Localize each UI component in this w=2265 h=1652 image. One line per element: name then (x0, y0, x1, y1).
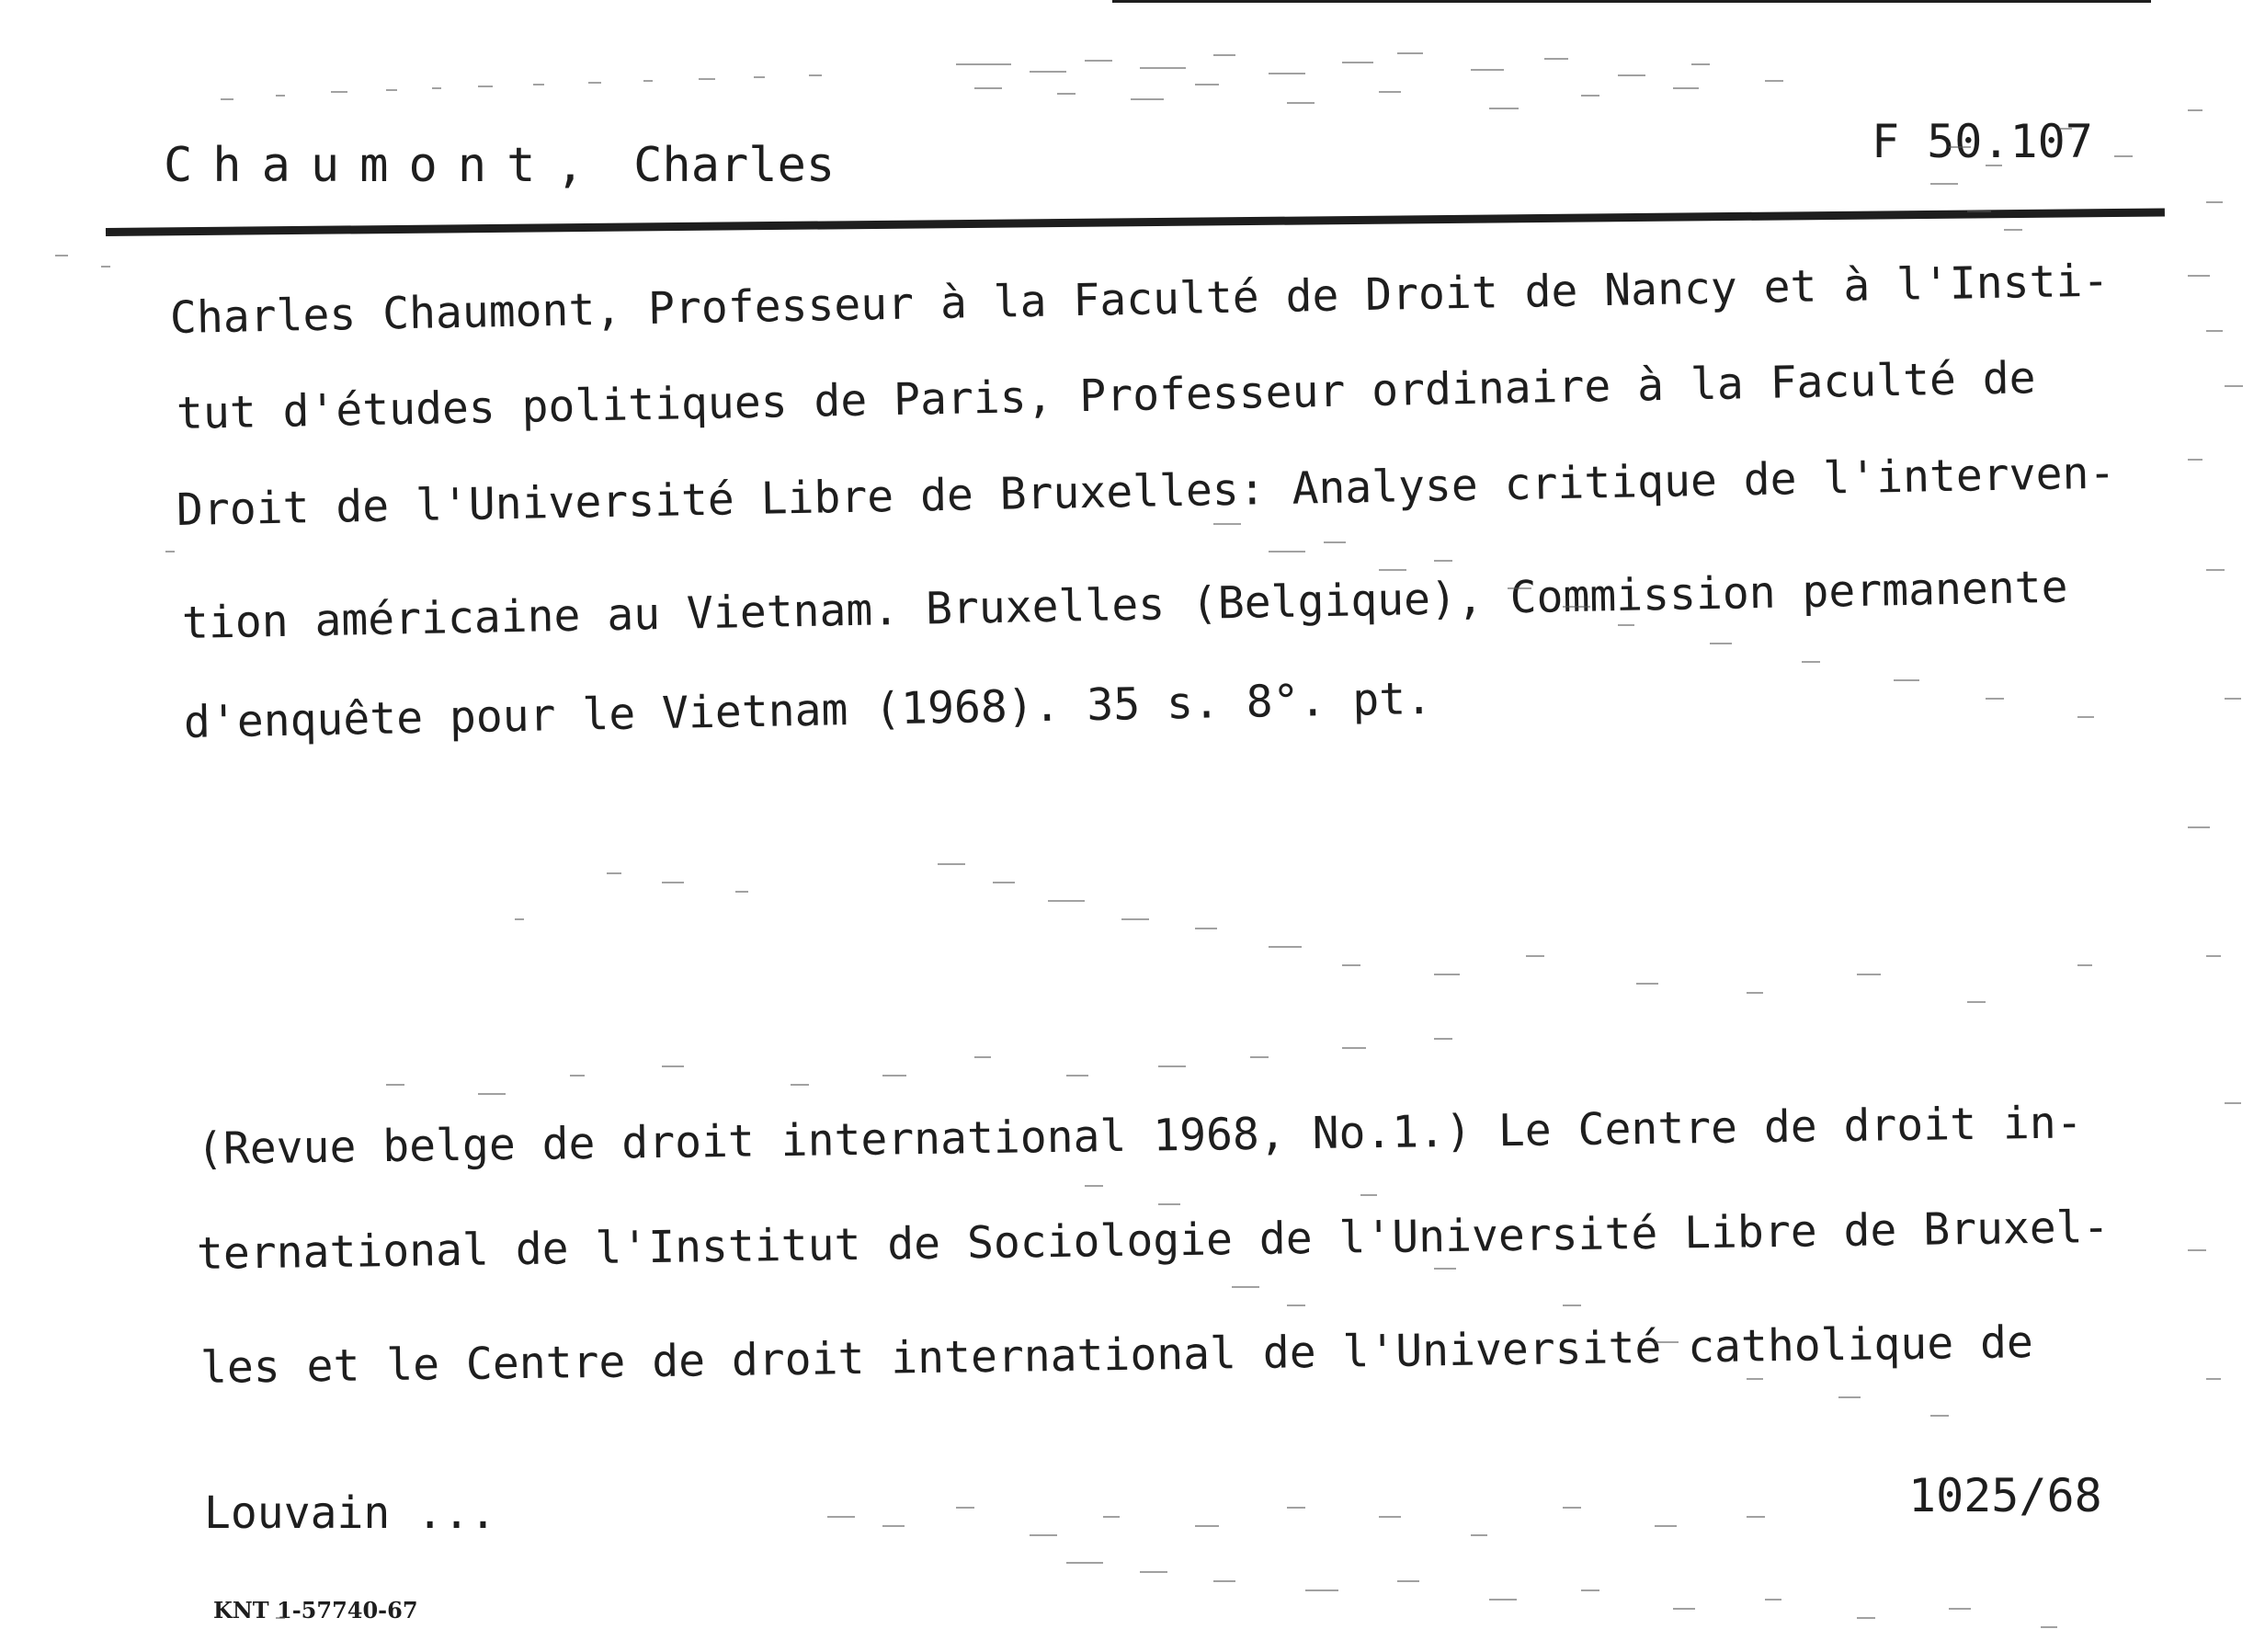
heading-forename: Charles (633, 138, 836, 193)
note-line: Louvain ... (204, 1487, 496, 1539)
card-top-edge (1112, 0, 2151, 3)
description-line: Droit de l'Université Libre de Bruxelles: Analyse critique de l'interven- (176, 447, 2116, 536)
footer-print-code: KNT 1-57740-67 (213, 1597, 418, 1624)
catalog-number: F 50.107 (1872, 115, 2093, 168)
reference-number: 1025/68 (1908, 1469, 2102, 1522)
note-line: (Revue belge de droit international 1968, No.1.) Le Centre de droit in- (196, 1097, 2083, 1175)
description-line: tut d'études politiques de Paris, Professeur ordinaire à la Faculté de (176, 352, 2037, 439)
description-line: Charles Chaumont, Professeur à la Faculté de Droit de Nancy et à l'Insti- (169, 255, 2110, 344)
description-line: d'enquête pour le Vietnam (1968). 35 s. 8°. pt. (183, 672, 1433, 748)
heading-author (164, 138, 835, 193)
note-line: ternational de l'Institut de Sociologie de l'Université Libre de Bruxel- (196, 1201, 2110, 1280)
note-line: les et le Centre de droit international de l'Université catholique de (199, 1316, 2034, 1394)
description-line: tion américaine au Vietnam. Bruxelles (Belgique), Commission permanente (181, 561, 2068, 649)
heading-surname: Chaumont, (164, 138, 605, 193)
heading-rule (106, 208, 2165, 236)
